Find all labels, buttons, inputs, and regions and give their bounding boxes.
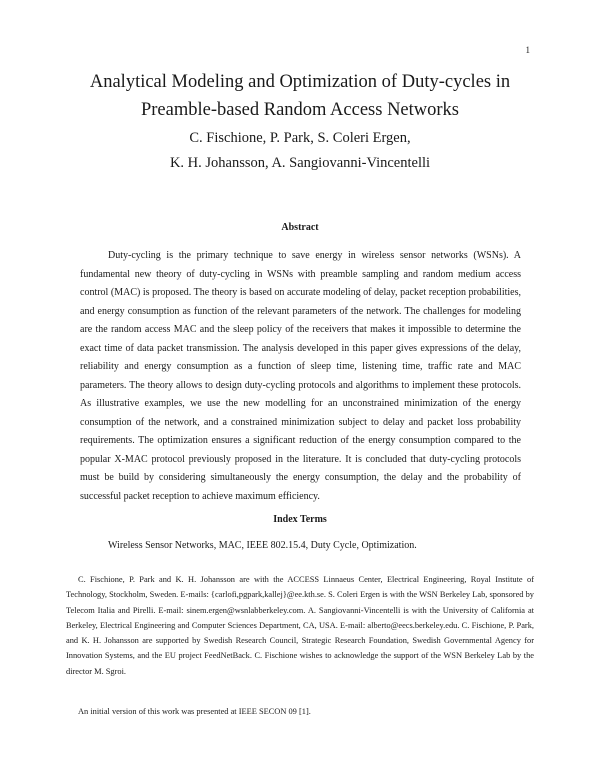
affiliation-footnote: C. Fischione, P. Park and K. H. Johansson are with the ACCESS Linnaeus Center, Electrical Engineering, Royal Institute of Technology, Stockholm, Sweden. E-mails: {carlofi,pgpark,kallej}@ee.kth.se. S. Coleri Ergen is with the WSN Berkeley Lab, sponsored by Telecom Italia and Pirelli. E-mail: sinem.ergen@wsnlabberkeley.com. A. Sangiovanni-Vincentelli is with the University of California at Berkeley, Electrical Engineering and Computer Sciences Department, CA, USA. E-mail: alberto@eecs.berkeley.edu. C. Fischione, P. Park, and K. H. Johansson are supported by Swedish Research Council, Strategic Research Foundation, Swedish Governmental Agency for Innovation Systems, and the EU project FeedNetBack. C. Fischione wishes to acknowledge the support of the WSN Berkeley Lab by the director M. Sgroi. [66,575,534,676]
page-number: 1 [525,45,530,55]
authors-line-1: C. Fischione, P. Park, S. Coleri Ergen, [189,130,411,146]
index-terms-text: Wireless Sensor Networks, MAC, IEEE 802.15.4, Duty Cycle, Optimization. [108,540,417,551]
paper-title [0,68,600,124]
authors-line-2: K. H. Johansson, A. Sangiovanni-Vincentelli [169,155,431,171]
title-line-1: Analytical Modeling and Optimization of Duty-cycles in [89,72,511,92]
index-terms-heading: Index Terms [273,514,327,525]
abstract-text: Duty-cycling is the primary technique to save energy in wireless sensor networks (WSNs). A fundamental new theory of duty-cycling in WSNs with preamble sampling and random medium access control (MAC) is proposed. The theory is based on accurate modeling of delay, packet reception probabilities, and energy consumption as function of the relevant parameters of the network. The challenges for modeling are the random access MAC and the sleep policy of the receivers that makes it impossible to determine the exact time of data packet transmission. The analysis developed in this paper gives expressions of the delay, reliability and energy consumption as a function of sleep time, listening time, traffic rate and MAC parameters. The theory allows to design duty-cycling protocols and algorithms to implement these protocols. As illustrative examples, we use the new modelling for an unconstrained minimization of the energy consumption of the network, and a constrained minimization subject to delay and packet loss probability requirements. The optimization ensures a significant reduction of the energy consumption compared to the popular X-MAC protocol previously proposed in the literature. It is concluded that duty-cycling protocols must be build by considering simultaneously the energy consumption, the delay and the probability of successful packet reception to achieve maximum efficiency. [80,250,521,502]
abstract-heading: Abstract [281,222,319,233]
version-footnote: An initial version of this work was presented at IEEE SECON 09 [1]. [78,707,311,716]
author-list [0,126,600,176]
title-line-2: Preamble-based Random Access Networks [140,100,459,120]
